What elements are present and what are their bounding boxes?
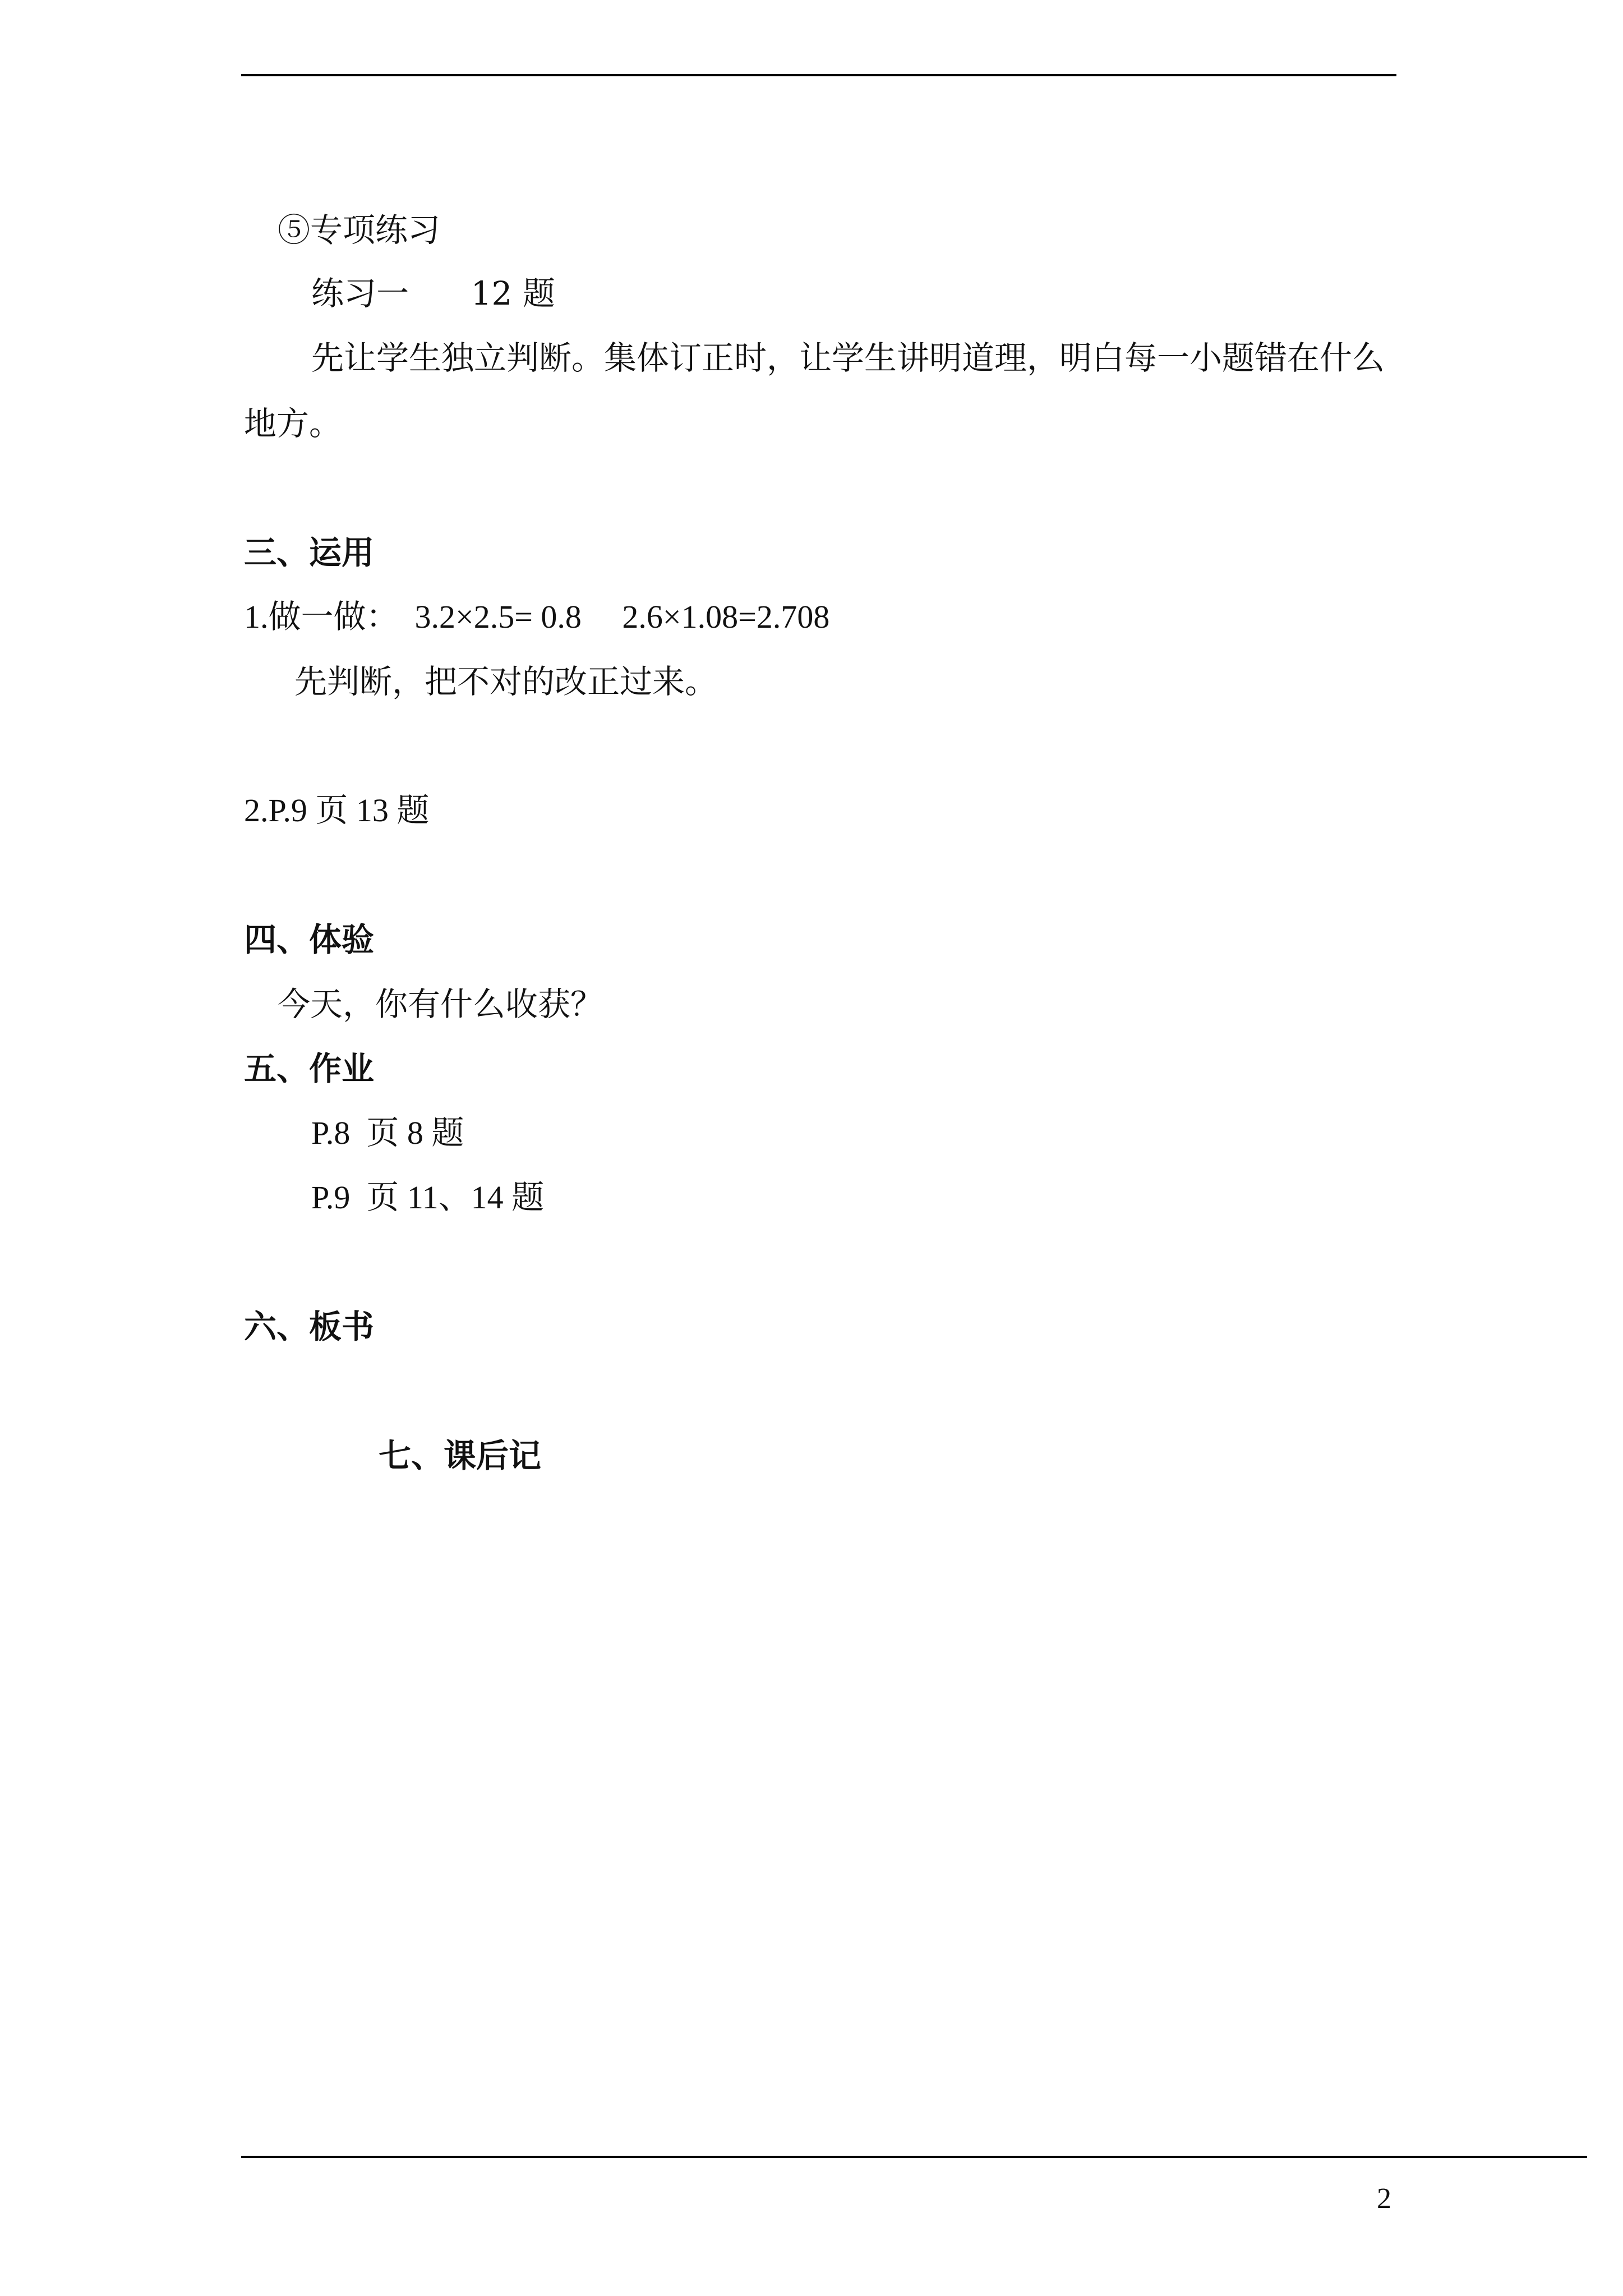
- heading-apply: 三、运用: [244, 533, 375, 572]
- reflection-question: 今天，你有什么收获？: [278, 985, 603, 1023]
- practice-item-1: 1.做一做： 3.2×2.5= 0.8 2.6×1.08=2.708: [244, 599, 830, 635]
- heading-after-class-notes: 七、课后记: [379, 1437, 542, 1475]
- page-number: 2: [1377, 2183, 1391, 2215]
- practice-item-2: 2.P.9 页 13 题: [244, 792, 430, 829]
- heading-experience: 四、体验: [244, 921, 375, 959]
- instruction-text-continued: 地方。: [244, 404, 342, 443]
- homework-item: P.9 页 11、14 题: [311, 1179, 545, 1216]
- heading-board-notes: 六、板书: [244, 1308, 375, 1346]
- heading-homework: 五、作业: [244, 1050, 375, 1088]
- footer-rule: [241, 2156, 1587, 2158]
- header-rule: [241, 74, 1396, 76]
- instruction-text: 先让学生独立判断。集体订正时，让学生讲明道理，明白每一小题错在什么: [311, 339, 1385, 377]
- practice-item-1-note: 先判断，把不对的改正过来。: [294, 662, 718, 701]
- homework-item: P.8 页 8 题: [311, 1115, 464, 1151]
- exercise-reference: 练习一 12 题: [311, 274, 555, 312]
- section-title: ⑤专项练习: [278, 211, 441, 249]
